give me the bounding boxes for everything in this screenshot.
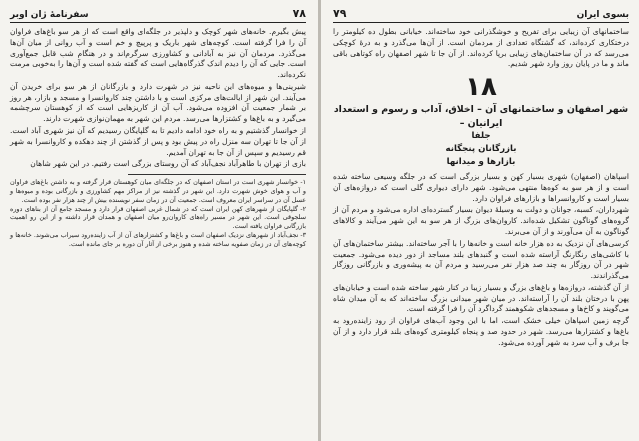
page-number: ۷۸ bbox=[292, 7, 306, 20]
chapter-subtitle: جلفا bbox=[471, 131, 491, 142]
paragraph: کرسی‌های آن نزدیک به ده هزار خانه است و خانه‌ها را با آجر ساخته‌اند. بیشتر ساختمان‌های آن با کاشی‌های رنگارنگ آراسته شده است و گنبدهای بلند مساجد از دور دیده می‌شود. جمعیت شهر در آن روزگار به چند صد هزار نفر می‌رسید و مردم آن به پیشه‌وری و بازرگانی روزگار می‌گذراندند. bbox=[333, 238, 629, 281]
intro-text bbox=[333, 27, 629, 70]
chapter-title: شهر اصفهان و ساختمانهای آن – اخلاق، آداب و رسوم و استعداد ایرانیان – bbox=[333, 104, 629, 129]
footnote: ۲- گلپایگان از شهرهای کهن ایران است که در شمال غربی اصفهان قرار دارد و مسجد جامع آن از بناهای دوره سلجوقی است. این شهر در مسیر راه‌های کاروان‌رو میان اصفهان و همدان قرار داشته و از این رو اهمیت بازرگانی فراوان یافته است. bbox=[10, 204, 306, 231]
body-text bbox=[333, 172, 629, 349]
paragraph: اسپاهان (اصفهان) شهری بسیار کهن و بسیار بزرگی است که در جلگه وسیعی ساخته شده است و از هر سو به کوه‌ها منتهی می‌شود. شهر دارای دیواری گلی است که دروازه‌های آن بسیار است و کاروانسراها و بازارهای فراوان دارد. bbox=[333, 172, 629, 203]
footnote-divider bbox=[128, 174, 306, 175]
chapter-subtitle: بازارها و میدانها bbox=[446, 157, 516, 168]
paragraph: گرچه زمین اسپاهان خیلی خشک است، اما با این وجود آب‌های فراوان از رود زاینده‌رود به باغ‌ها و کشتزارها می‌رسد. شهر در حدود صد و پنجاه کیلومتری کوه‌های بلند قرار دارد و از آن جا برف و آب سرد به شهر آورده می‌شود. bbox=[333, 316, 629, 347]
footnote: ۳- نجف‌آباد از شهرهای نزدیک اصفهان است و باغ‌ها و کشتزارهای آن از آب زاینده‌رود سیراب می‌شوند. خانه‌ها و کوچه‌های آن در زمان صفویه ساخته شده و هنوز برخی از آثار آن دوره بر جای مانده است. bbox=[10, 231, 306, 248]
body-text bbox=[10, 27, 306, 170]
paragraph: پیش بگیرم. خانه‌های شهر کوچک و دلپذیر در جلگه‌ای واقع است که از هر سو باغ‌های فراوان آن را فرا گرفته است. کوچه‌های شهر باریک و پرپیچ و خم است و آب روانی از میان آن‌ها می‌گذرد. مردمان آن نیز به آبادانی و کشاورزی سرگرم‌اند و در هنگام شب قابل جمع‌آوری است. جایی که آن را دیدم اندک گذرگاه‌هایی است که گفته شده است و آن‌ها را به‌خوبی مرمت نکرده‌اند. bbox=[10, 27, 306, 80]
running-title: سفرنامهٔ ژان اوبر bbox=[10, 10, 89, 20]
paragraph: شهرداران، کسبه، جوانان و دولت به وسیلهٔ دیوان بسیار گسترده‌ای اداره می‌شود و مردم آن از گروه‌های گوناگون تشکیل شده‌اند. کاروان‌های بزرگ از هر سو به این شهر می‌آیند و کالاهای گوناگون به آن می‌آورند و از آن می‌برند. bbox=[333, 205, 629, 236]
running-header bbox=[333, 7, 629, 23]
paragraph: از آن گذشته، دروازه‌ها و باغ‌های بزرگ و بسیار زیبا در کنار شهر ساخته شده است و خیابان‌های پهن با درختان بلند آن را آراسته‌اند. در میان شهر میدانی بزرگ ساخته‌اند که به آن میدان شاه می‌گویند و کاخ‌ها و مسجدهای شکوهمند گرداگرد آن را فرا گرفته است. bbox=[333, 282, 629, 314]
page-number: ۷۹ bbox=[333, 7, 347, 20]
chapter-number: ۱۸ bbox=[465, 72, 497, 103]
right-page bbox=[321, 0, 639, 441]
footnotes bbox=[10, 178, 306, 249]
left-page bbox=[0, 0, 318, 441]
paragraph: بازی از تهران با طاهرآباد نجف‌آباد که آن روستای بزرگی است رفتیم. در این شهر شاهان bbox=[30, 159, 306, 169]
chapter-subtitle: بازرگانان پنجگانه bbox=[445, 144, 517, 155]
paragraph: شیرینی‌ها و میوه‌های این ناحیه نیز در شهرت دارد و بازرگانان از هر سو برای خریدن آن می‌آیند. این شهر از ایالت‌های مرکزی است و با داشتن چند کاروانسرا و مسجد و بازار، هر روز بر شمار جمعیت آن افزوده می‌شود. آب آن از کاریزهایی است که از کوهستان سرچشمه می‌گیرد و به باغ‌ها و کشتزارها می‌رسد. مردم این شهر به مهمان‌نوازی شهرت دارند. bbox=[10, 81, 306, 124]
running-header bbox=[10, 7, 306, 23]
paragraph: از خوانسار گذشتیم و به راه خود ادامه دادیم تا به گلپایگان رسیدیم که آن نیز شهری آباد است. از آن جا تا تهران سه منزل راه در پیش بود و پس از گذشتن از چند دهکده و کاروانسرا به شهر قم رسیدیم و سپس از آن جا به تهران آمدیم. bbox=[10, 126, 306, 157]
running-title: بسوی ایران bbox=[576, 10, 629, 20]
chapter-heading bbox=[333, 74, 629, 169]
paragraph: ساختمانهای آن زیبایی برای تفریح و خوشگذرانی خود ساخته‌اند. خیابانی بطول ده کیلومتر را درختکاری کرده‌اند، که گشتگاه تعدادی از مردمان است. از آن‌ها می‌گذرد و به درهٔ کوچکی می‌رسد که در آن ساختمان‌های زیبایی برپا کرده‌اند. از آن جا تا شهر اصفهان راه کوتاهی باقی ماند و ما در پایان روز وارد شهر شدیم. bbox=[333, 27, 629, 69]
footnote: ۱- خوانسار شهری است در استان اصفهان که در جلگه‌ای میان کوهستان قرار گرفته و به داشتن باغ‌های فراوان و آب و هوای خوش شهرت دارد. این شهر در گذشته نیز از مراکز مهم کشاورزی و بازرگانی بوده و میوه‌ها و عسل آن در سراسر ایران معروف است. جمعیت آن در زمان سفر نویسنده بیش از چند هزار نفر بوده است. bbox=[10, 178, 306, 204]
